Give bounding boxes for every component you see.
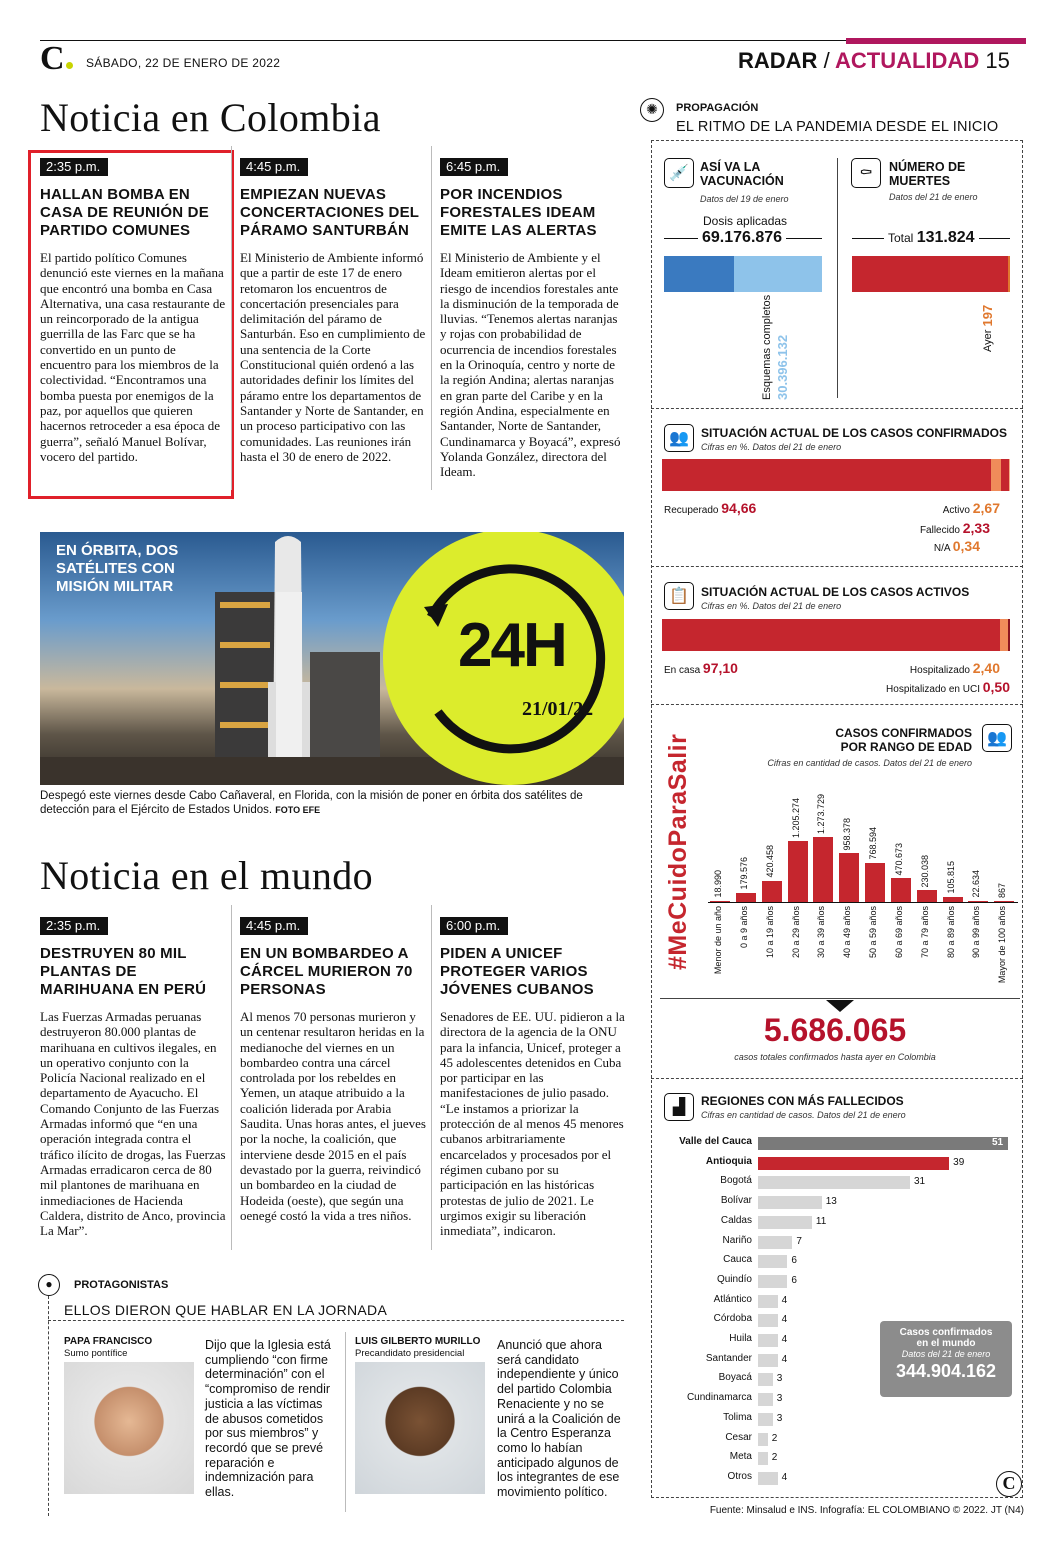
region-bar bbox=[758, 1216, 812, 1229]
recovered-segment bbox=[662, 459, 991, 491]
region-bar bbox=[758, 1157, 949, 1170]
hospitalized-segment bbox=[1000, 619, 1008, 651]
region-label: Otros bbox=[727, 1470, 752, 1482]
region-label: Cauca bbox=[723, 1254, 752, 1266]
region-value: 11 bbox=[815, 1215, 827, 1227]
age-bar bbox=[762, 881, 782, 902]
active-stacked-bar bbox=[662, 619, 1010, 651]
region-bar bbox=[758, 1433, 768, 1446]
mundo-story-2 bbox=[240, 917, 426, 1223]
region-label: Meta bbox=[729, 1451, 752, 1463]
issue-date: SÁBADO, 22 DE ENERO DE 2022 bbox=[86, 56, 281, 70]
confirmed-stacked-bar bbox=[662, 459, 1010, 491]
region-label: Córdoba bbox=[713, 1313, 752, 1325]
person-role: Precandidato presidencial bbox=[355, 1348, 465, 1359]
region-bar bbox=[758, 1176, 910, 1189]
story-headline: EN UN BOMBARDEO A CÁRCEL MURIERON 70 PERSONAS bbox=[240, 945, 413, 998]
age-value-label: 230.038 bbox=[919, 854, 930, 888]
deaths-total: Total 131.824 bbox=[884, 229, 979, 247]
age-category-labels bbox=[708, 904, 1018, 994]
people-icon: 👥 bbox=[982, 724, 1012, 752]
region-label: Bogotá bbox=[720, 1175, 752, 1187]
arrow-down-icon bbox=[826, 1000, 854, 1012]
schemes-value: 30.396.132 bbox=[775, 334, 790, 400]
people-icon: 👥 bbox=[664, 424, 694, 452]
podium-icon: ▟ bbox=[664, 1093, 694, 1121]
region-label: Caldas bbox=[720, 1214, 752, 1226]
age-category-label: Mayor de 100 años bbox=[997, 906, 1008, 984]
schemes-label: Esquemas completos bbox=[761, 294, 773, 400]
na-label: N/A 0,34 bbox=[933, 538, 980, 554]
age-category-label: 90 a 99 años bbox=[971, 906, 982, 959]
infographic-kicker: PROPAGACIÓN bbox=[676, 102, 759, 114]
regions-bar-chart bbox=[664, 1136, 1014, 1496]
hashtag: #MeCuidoParaSalir bbox=[664, 733, 692, 970]
vaccination-title: ASÍ VA LA VACUNACIÓN bbox=[700, 160, 784, 188]
region-bar bbox=[758, 1314, 778, 1327]
region-value: 4 bbox=[781, 1334, 788, 1345]
region-bar bbox=[758, 1137, 1008, 1150]
region-value: 3 bbox=[776, 1373, 783, 1385]
age-value-label: 22.634 bbox=[971, 870, 982, 898]
deaths-yesterday-bar bbox=[1008, 256, 1010, 292]
icu-label: Hospitalizado en UCI 0,50 bbox=[886, 679, 1010, 695]
total-confirmed-label: casos totales confirmados hasta ayer en Colombia bbox=[734, 1052, 936, 1062]
age-value-label: 768.594 bbox=[868, 827, 878, 860]
age-value-label: 18.990 bbox=[713, 870, 723, 898]
active-date: Cifras en %. Datos del 21 de enero bbox=[701, 601, 842, 611]
region-label: Valle del Cauca bbox=[679, 1136, 752, 1147]
age-category-label: 40 a 49 años bbox=[842, 906, 853, 959]
age-value-label: 867 bbox=[997, 882, 1008, 898]
age-bar bbox=[891, 878, 911, 902]
age-value-label: 470.673 bbox=[893, 842, 904, 876]
region-bar bbox=[758, 1236, 792, 1249]
person-role: Sumo pontífice bbox=[64, 1348, 128, 1359]
pope-francisco-photo bbox=[64, 1362, 194, 1494]
dashed-rule bbox=[651, 140, 1023, 141]
colombia-story-2 bbox=[240, 158, 426, 464]
age-bar bbox=[788, 841, 808, 902]
badge-date: 21/01/22 bbox=[522, 698, 594, 720]
age-category-label: 30 a 39 años bbox=[816, 906, 827, 959]
world-value: 344.904.162 bbox=[895, 1361, 997, 1381]
protagonistas-subtitle: ELLOS DIERON QUE HABLAR EN LA JORNADA bbox=[64, 1302, 388, 1318]
region-label: Tolima bbox=[723, 1411, 752, 1423]
region-bar bbox=[758, 1255, 787, 1268]
section-title: RADAR / ACTUALIDAD 15 bbox=[738, 48, 1010, 73]
region-label: Huila bbox=[729, 1333, 752, 1344]
story-body: Senadores de EE. UU. pidieron a la directora de la agencia de la ONU para la infancia, Unicef, proteger a 45 adolescentes detenidos en Cuba por participar en las manifestaciones de julio pasado. “Le instamos a priorizar la protección de al menos 45 menores cubanos arbitrariamente encarcelados y procesados por el régimen cubano por su participación en las históricas protestas de julio de 2021. Le urgimos exigir su liberación inmediata”, indicaron. bbox=[440, 1009, 625, 1239]
deceased-segment bbox=[1001, 459, 1009, 491]
region-value: 3 bbox=[776, 1393, 783, 1405]
yesterday-label-group bbox=[980, 292, 1016, 352]
region-value: 3 bbox=[776, 1412, 783, 1424]
region-value: 2 bbox=[771, 1432, 778, 1444]
na-segment bbox=[1009, 459, 1010, 491]
home-segment bbox=[662, 619, 1000, 651]
age-baseline bbox=[708, 902, 1018, 903]
column-divider bbox=[345, 1332, 346, 1512]
mundo-story-1 bbox=[40, 917, 226, 1238]
region-value: 31 bbox=[913, 1176, 926, 1188]
region-label: Boyacá bbox=[718, 1372, 752, 1384]
story-headline: POR INCENDIOS FORESTALES IDEAM EMITE LAS ALERTAS bbox=[440, 186, 597, 239]
region-value: 2 bbox=[771, 1452, 778, 1464]
region-bar bbox=[758, 1354, 778, 1367]
total-rule bbox=[660, 998, 1020, 999]
mundo-story-3 bbox=[440, 917, 626, 1238]
regions-date: Cifras en cantidad de casos. Datos del 21 de enero bbox=[701, 1110, 906, 1120]
world-label-2: en el mundo bbox=[916, 1338, 976, 1349]
region-label: Nariño bbox=[722, 1234, 752, 1246]
age-category-label: 70 a 79 años bbox=[919, 906, 930, 959]
region-label: Cesar bbox=[725, 1431, 752, 1443]
vaccination-date: Datos del 19 de enero bbox=[700, 194, 789, 204]
story-time: 6:45 p.m. bbox=[440, 158, 508, 176]
region-label: Atlántico bbox=[713, 1293, 752, 1305]
world-cases-box bbox=[880, 1321, 1012, 1397]
active-label: Activo 2,67 bbox=[942, 500, 1000, 516]
confirmed-date: Cifras en %. Datos del 21 de enero bbox=[701, 442, 842, 452]
coffin-icon: ⚰ bbox=[851, 158, 881, 188]
story-headline: PIDEN A UNICEF PROTEGER VARIOS JÓVENES CUBANOS bbox=[440, 945, 594, 998]
photo-overlay-title: EN ÓRBITA, DOS SATÉLITES CON MISIÓN MILITAR bbox=[56, 542, 179, 595]
age-date: Cifras en cantidad de casos. Datos del 21 de enero bbox=[767, 758, 972, 768]
region-value: 4 bbox=[781, 1471, 788, 1483]
yesterday-value: 197 bbox=[980, 304, 995, 327]
complete-schemes-bar bbox=[664, 256, 734, 292]
region-label: Antioquia bbox=[705, 1155, 752, 1167]
column-divider bbox=[431, 146, 432, 490]
age-category-label: 60 a 69 años bbox=[893, 906, 904, 959]
colombia-story-1 bbox=[40, 158, 226, 464]
person-name: PAPA FRANCISCO bbox=[64, 1336, 153, 1347]
dashed-rule bbox=[48, 1296, 50, 1516]
icu-segment bbox=[1008, 619, 1010, 651]
badge-24h-text: 24H bbox=[458, 611, 566, 680]
region-value: 13 bbox=[825, 1196, 837, 1208]
column-divider bbox=[837, 158, 838, 398]
world-date: Datos del 21 de enero bbox=[901, 1349, 991, 1359]
age-bar bbox=[736, 893, 756, 902]
region-value: 7 bbox=[796, 1235, 802, 1247]
hospitalized-label: Hospitalizado 2,40 bbox=[909, 660, 1000, 676]
story-body: Al menos 70 personas murieron y un centenar resultaron heridas en la medianoche del viernes en un bombardeo contra una cárcel controlada por los rebeldes en Yemen, un ataque atribuido a la coalición liderada por Arabia Saudita. Unas horas antes, el jueves por la noche, la coalición, que interviene desde 2015 en el país devastado por la guerra, reivindicó un bombardeo en la ciudad de Hodeida (oeste), que según una oenegé costó la vida a tres niños. bbox=[240, 1009, 426, 1223]
region-bar bbox=[758, 1393, 773, 1406]
region-label: Quindío bbox=[716, 1273, 752, 1285]
age-title: CASOS CONFIRMADOS POR RANGO DE EDAD bbox=[835, 726, 972, 754]
age-bar-chart bbox=[708, 790, 1018, 902]
person-quote: Anunció que ahora será candidato independiente y único del partido Colombia Renaciente y no se unirá a la Coalición de la Centro Esperanza como lo habían anticipado algunos de los integrantes de ese movimiento político. bbox=[497, 1338, 621, 1500]
newspaper-logo: C bbox=[40, 42, 73, 76]
region-label: Bolívar bbox=[720, 1195, 752, 1207]
deaths-title: NÚMERO DE MUERTES bbox=[889, 160, 966, 188]
age-value-label: 1.273.729 bbox=[816, 794, 827, 835]
story-body: Las Fuerzas Armadas peruanas destruyeron 80.000 plantas de marihuana en cultivos ilegales, en un operativo conjunto con la Policía Nacional realizado en el departamento de Ayacucho. El Comando Conjunto de las Fuerzas Armadas informó que “en una operación integrada contra el tráfico ilícito de drogas, las Fuerzas Armadas erradicaron cerca de 80 mil plantones de marihuana en inmediaciones de Hacienda Caldera, distrito de Anco, provincia La Mar”. bbox=[40, 1009, 226, 1239]
age-value-label: 420.458 bbox=[764, 845, 775, 878]
protagonistas-kicker: PROTAGONISTAS bbox=[74, 1279, 169, 1291]
deceased-label: Fallecido 2,33 bbox=[919, 520, 990, 536]
story-time: 2:35 p.m. bbox=[40, 158, 108, 176]
age-value-label: 1.205.274 bbox=[790, 797, 801, 838]
infographic-title: EL RITMO DE LA PANDEMIA DESDE EL INICIO bbox=[676, 119, 999, 135]
yesterday-label: Ayer bbox=[982, 329, 994, 352]
total-confirmed-value: 5.686.065 bbox=[763, 1012, 907, 1048]
photo-caption: Despegó este viernes desde Cabo Cañaveral, en Florida, con la misión de poner en órbita dos satélites de detección para el Ejército de Estados Unidos. FOTO EFE bbox=[40, 790, 583, 816]
dashed-rule bbox=[651, 704, 1023, 705]
home-label: En casa 97,10 bbox=[664, 660, 738, 676]
story-body: El Ministerio de Ambiente informó que a partir de este 17 de enero retomaron los encuentros de concertación presenciales para delimitación del páramo de Santurbán. Eso en cumplimiento de una sentencia de la Corte Constitucional quién ordenó a las autoridades definir los límites del páramo entre los departamentos de Santander y Norte de Santander, en un proceso participativo con las comunidades. Las reuniones irán hasta el 30 de enero de 2022. bbox=[240, 250, 426, 464]
age-bar bbox=[917, 890, 937, 902]
region-bar bbox=[758, 1452, 768, 1465]
region-bar bbox=[758, 1295, 778, 1308]
region-value: 51 bbox=[992, 1137, 1004, 1148]
region-label: Cundinamarca bbox=[686, 1392, 752, 1404]
regions-title: REGIONES CON MÁS FALLECIDOS bbox=[701, 1094, 904, 1108]
region-value: 6 bbox=[791, 1274, 797, 1286]
story-body: El Ministerio de Ambiente y el Ideam emitieron alertas por el riesgo de incendios forestales ante la disminución de la temporada de lluvias. “Tenemos alertas naranjas y rojas con probabilidad de ocurrencia de incendios forestales en la Orinoquía, centro y norte de la región Andina; alertas naranjas en gran parte del Caribe y en la región Andina, especialmente en Santander, Norte de Santander, Cundinamarca y Boyacá”, expresó Yolanda González, directora del Ideam. bbox=[440, 250, 621, 480]
column-divider bbox=[231, 146, 232, 490]
dashed-rule bbox=[651, 566, 1023, 567]
dashed-rule bbox=[651, 408, 1023, 409]
region-value: 4 bbox=[781, 1314, 788, 1326]
section-color-bar bbox=[846, 38, 1026, 44]
age-value-label: 105.815 bbox=[945, 861, 956, 894]
deaths-bar bbox=[852, 256, 1010, 292]
active-title: SITUACIÓN ACTUAL DE LOS CASOS ACTIVOS bbox=[701, 585, 970, 599]
story-time: 6:00 p.m. bbox=[440, 917, 508, 935]
clipboard-icon: 📋 bbox=[664, 582, 694, 610]
story-headline: DESTRUYEN 80 MIL PLANTAS DE MARIHUANA EN PERÚ bbox=[40, 945, 207, 998]
story-body: El partido político Comunes denunció este viernes en la mañana que encontró una bomba en Casa Alternativa, una casa restaurante de un reincorporado de la antigua guerrilla de las Farc que se ha convertido en un punto de encuentro para los miembros de la colectividad. “Encontramos una bomba puesta por enemigos de la paz, por aquellos que quieren hacernos retroceder a esa época de guerra”, señaló Manuel Bolívar, vocero del partido. bbox=[40, 250, 226, 464]
story-headline: EMPIEZAN NUEVAS CONCERTACIONES DEL PÁRAMO SANTURBÁN bbox=[240, 186, 419, 239]
region-bar bbox=[758, 1472, 778, 1485]
story-headline: HALLAN BOMBA EN CASA DE REUNIÓN DE PARTIDO COMUNES bbox=[40, 186, 209, 239]
column-divider bbox=[231, 905, 232, 1250]
mundo-section-title: Noticia en el mundo bbox=[40, 853, 374, 898]
age-bar bbox=[865, 863, 885, 902]
region-value: 39 bbox=[953, 1156, 965, 1168]
confirmed-title: SITUACIÓN ACTUAL DE LOS CASOS CONFIRMADOS bbox=[701, 426, 1008, 440]
region-value: 6 bbox=[791, 1255, 797, 1267]
age-category-label: 10 a 19 años bbox=[764, 906, 775, 959]
world-label: Casos confirmados bbox=[899, 1327, 993, 1338]
age-category-label: 20 a 29 años bbox=[790, 906, 801, 959]
column-divider bbox=[431, 905, 432, 1250]
deaths-date: Datos del 21 de enero bbox=[889, 192, 978, 202]
virus-icon: ✺ bbox=[640, 98, 664, 122]
region-bar bbox=[758, 1334, 778, 1347]
colombia-story-3 bbox=[440, 158, 626, 479]
doses-value: 69.176.876 bbox=[698, 229, 786, 247]
region-bar bbox=[758, 1413, 773, 1426]
schemes-label-group bbox=[760, 290, 806, 400]
source-note: Fuente: Minsalud e INS. Infografía: EL COLOMBIANO © 2022. JT (N4) bbox=[709, 1505, 1024, 1516]
age-bar bbox=[813, 837, 833, 902]
dashed-rule bbox=[651, 1078, 1023, 1079]
person-icon: ● bbox=[38, 1274, 60, 1296]
age-bar bbox=[839, 853, 859, 902]
age-category-label: 50 a 59 años bbox=[868, 906, 878, 959]
region-bar bbox=[758, 1196, 822, 1209]
region-bar bbox=[758, 1275, 787, 1288]
story-time: 4:45 p.m. bbox=[240, 917, 308, 935]
region-value: 4 bbox=[781, 1294, 788, 1306]
colombia-section-title: Noticia en Colombia bbox=[40, 95, 381, 140]
age-value-label: 179.576 bbox=[738, 857, 749, 890]
rocket-photo bbox=[40, 532, 624, 785]
doses-label: Dosis aplicadas bbox=[703, 214, 788, 228]
person-quote: Dijo que la Iglesia está cumpliendo “con firme determinación” con el “compromiso de rendir justicia a las víctimas de abusos cometidos por sus miembros” y recordó que se prevé reparación e indemnización para ellas. bbox=[205, 1338, 331, 1500]
age-category-label: 0 a 9 años bbox=[738, 906, 749, 949]
logo-badge-icon: C bbox=[996, 1471, 1022, 1497]
age-category-label: 80 a 89 años bbox=[945, 906, 956, 959]
age-category-label: Menor de un año bbox=[713, 906, 723, 975]
syringe-icon: 💉 bbox=[664, 158, 694, 188]
active-segment bbox=[991, 459, 1000, 491]
age-value-label: 958.378 bbox=[842, 817, 853, 851]
region-label: Santander bbox=[705, 1352, 752, 1364]
dashed-rule bbox=[48, 1320, 624, 1321]
recovered-label: Recuperado 94,66 bbox=[664, 500, 757, 516]
region-value: 4 bbox=[781, 1353, 788, 1365]
story-time: 2:35 p.m. bbox=[40, 917, 108, 935]
person-name: LUIS GILBERTO MURILLO bbox=[355, 1336, 481, 1347]
region-bar bbox=[758, 1373, 773, 1386]
doses-bar bbox=[664, 256, 822, 292]
story-time: 4:45 p.m. bbox=[240, 158, 308, 176]
luis-gilberto-murillo-photo bbox=[355, 1362, 485, 1494]
